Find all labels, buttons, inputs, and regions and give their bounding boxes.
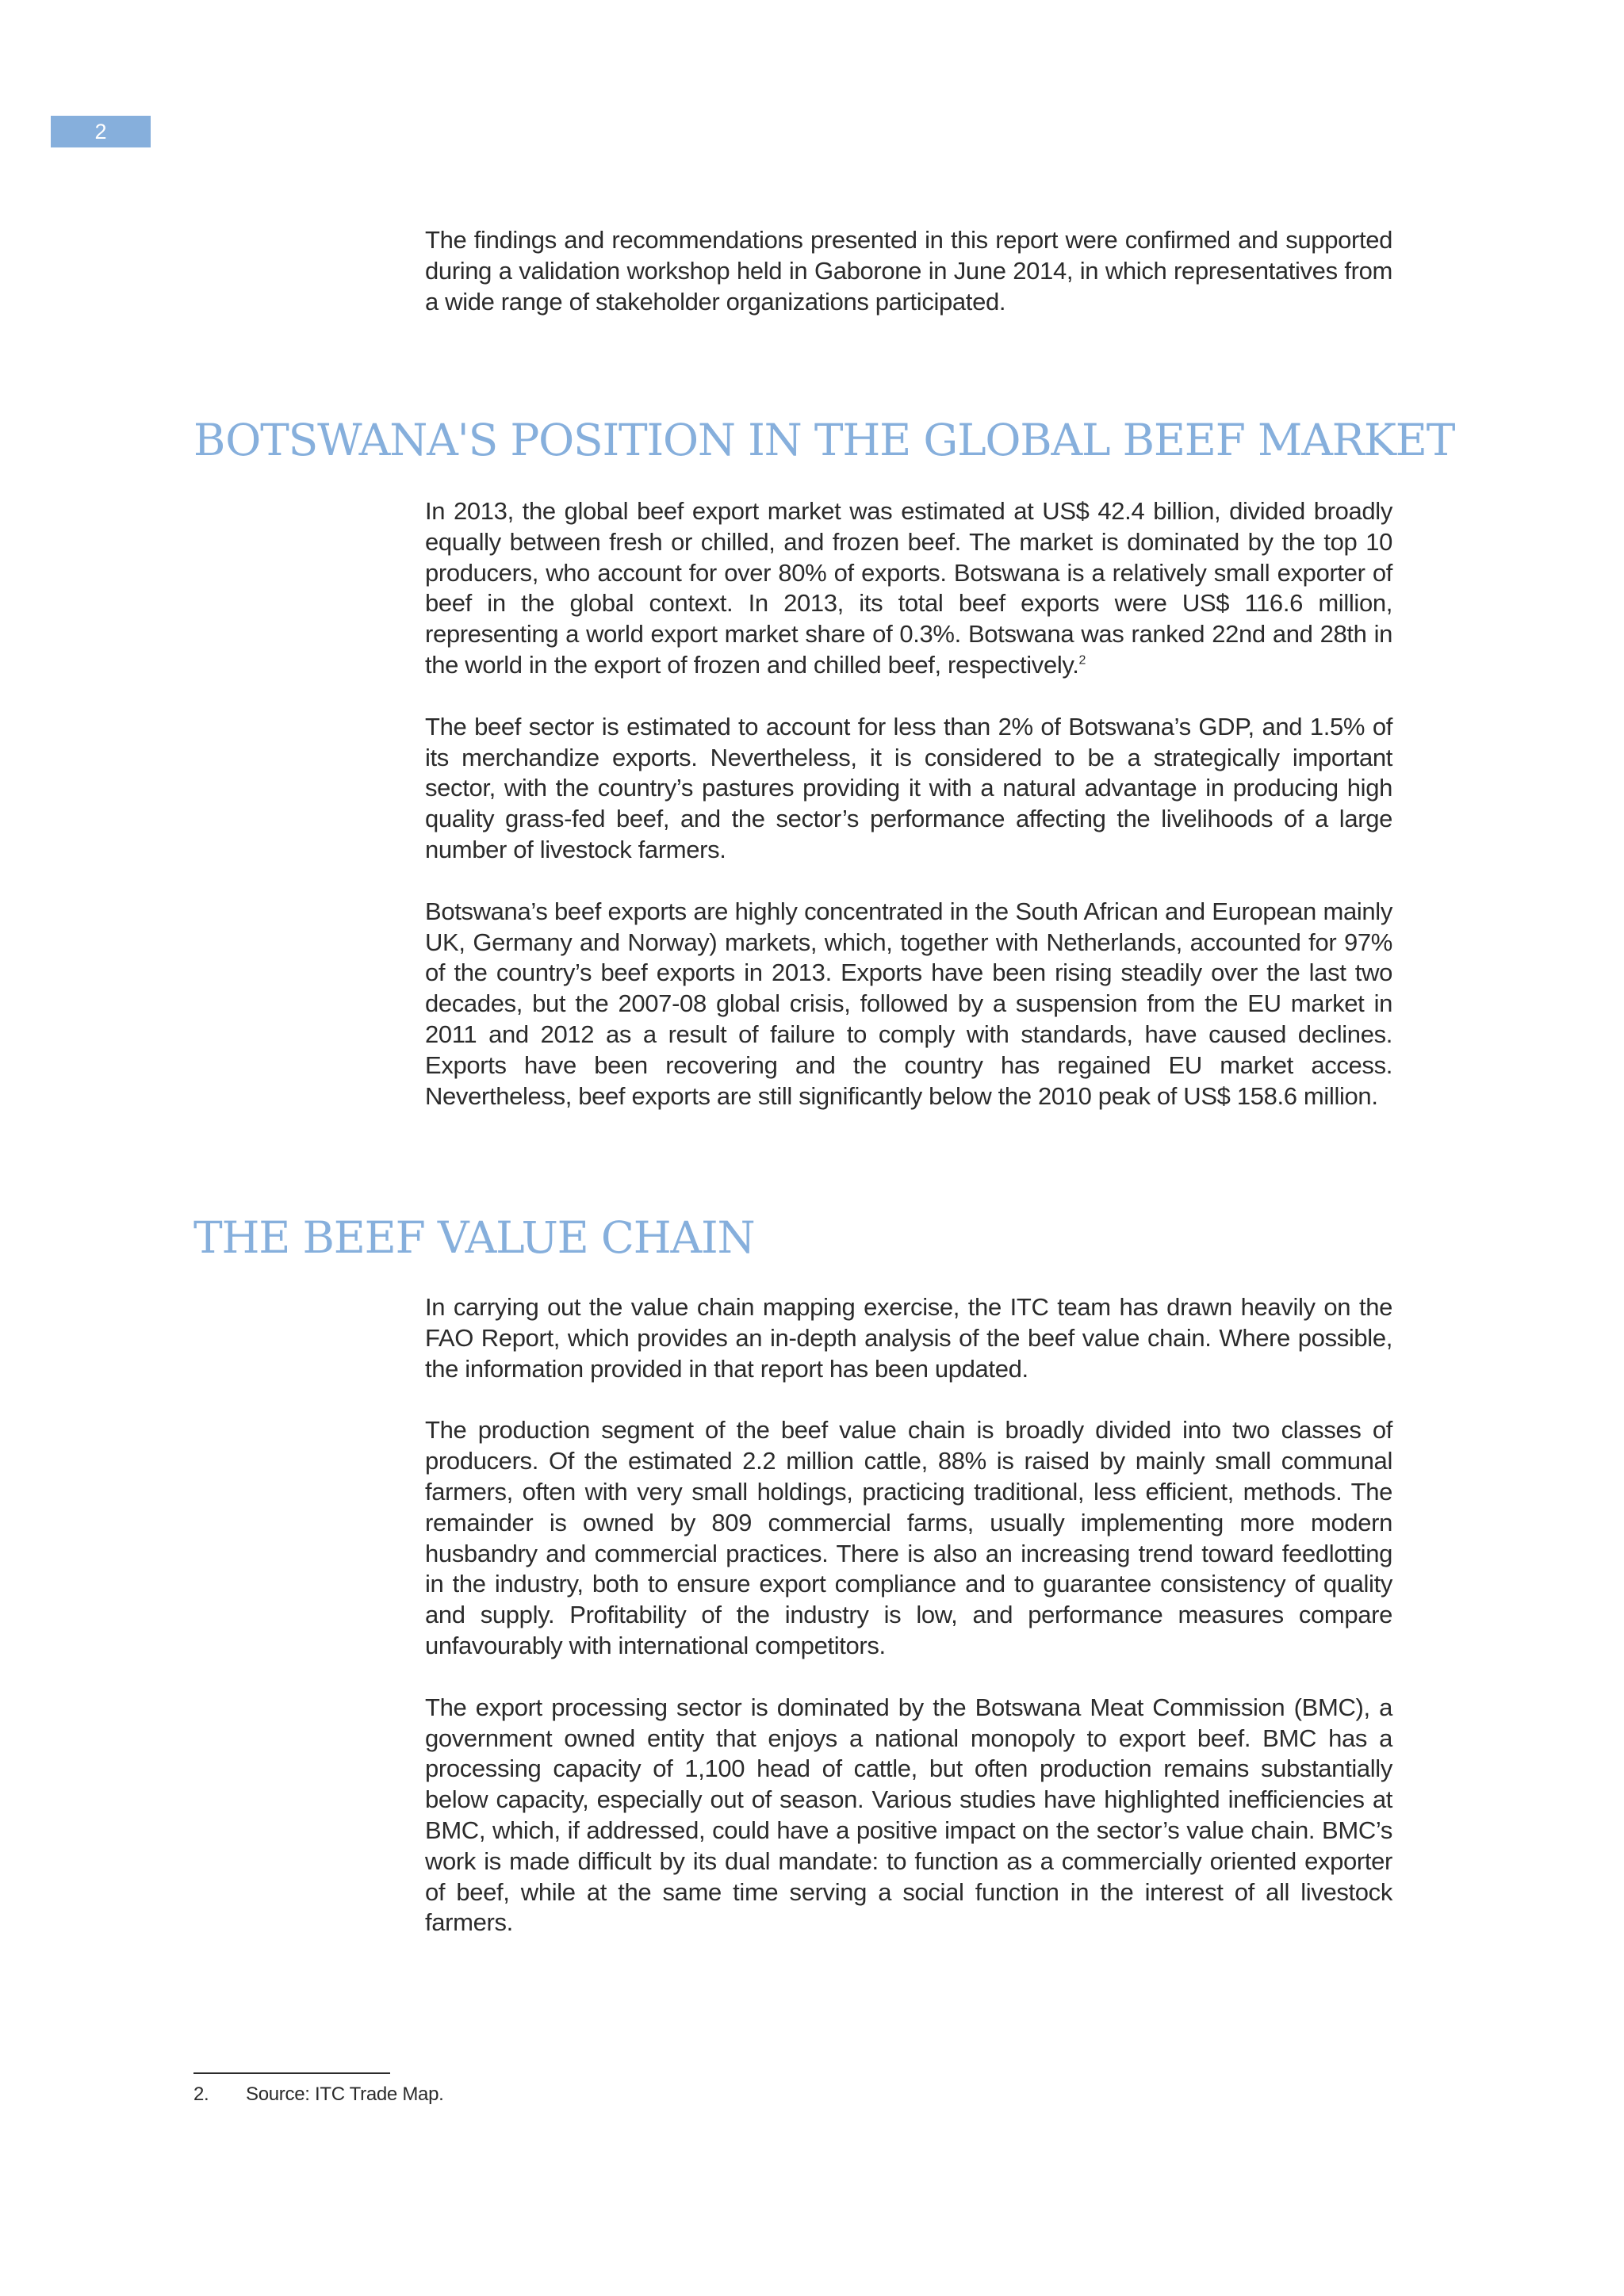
footnote-number: 2. (193, 2084, 209, 2105)
section-global-market-body (425, 496, 1392, 1112)
footnote-ref[interactable]: 2 (1078, 653, 1086, 668)
page-number: 2 (94, 120, 107, 144)
body-paragraph (425, 496, 1392, 681)
footnote-divider (193, 2072, 390, 2074)
intro-block (425, 225, 1392, 317)
paragraph-text: In 2013, the global beef export market was estimated at US$ 42.4 billion, divided broadly equally between fresh or chilled, and frozen beef. The market is dominated by the top 10 producers, who account for over 80% of exports. Botswana is a relatively small exporter of beef in the global context. In 2013, its total beef exports were US$ 116.6 million, representing a world export market share of 0.3%. Botswana was ranked 22nd and 28th in the world in the export of frozen and chilled beef, respectively. (425, 497, 1392, 679)
section-value-chain-body (425, 1292, 1392, 1938)
page-number-tab (51, 116, 151, 147)
body-paragraph: The beef sector is estimated to account for less than 2% of Botswana’s GDP, and 1.5% of its merchandize exports. Nevertheless, it is considered to be a strategically important sector, with the country’s pastures providing it with a natural advantage in producing high quality grass-fed beef, and the sector’s performance affecting the livelihoods of a large number of livestock farmers. (425, 712, 1392, 863)
footnote (193, 2083, 444, 2107)
section-heading-global-market: BOTSWANA'S POSITION IN THE GLOBAL BEEF MARKET (193, 415, 1455, 465)
body-paragraph: The production segment of the beef value chain is broadly divided into two classes of producers. Of the estimated 2.2 million cattle, 88% is raised by mainly small communal farmers, often with very small holdings, practicing traditional, less efficient, methods. The remainder is owned by 809 commercial farms, usually implementing more modern husbandry and commercial practices. There is also an increasing trend toward feedlotting in the industry, both to ensure export compliance and to guarantee consistency of quality and supply. Profitability of the industry is low, and performance measures compare unfavourably with international competitors. (425, 1416, 1392, 1659)
section-heading-value-chain: THE BEEF VALUE CHAIN (193, 1212, 755, 1263)
body-paragraph: Botswana’s beef exports are highly concentrated in the South African and European mainly UK, Germany and Norway) markets, which, together with Netherlands, accounted for 97% of the country’s beef exports in 2013. Exports have been rising steadily over the last two decades, but the 2007-08 global crisis, followed by a suspension from the EU market in 2011 and 2012 as a result of failure to comply with standards, have caused declines. Exports have been recovering and the country has regained EU market access. Nevertheless, beef exports are still significantly below the 2010 peak of US$ 158.6 million. (425, 897, 1392, 1110)
intro-paragraph: The findings and recommendations presented in this report were confirmed and supported during a validation workshop held in Gaborone in June 2014, in which representatives from a wide range of stakeholder organizations participated. (425, 226, 1392, 316)
body-paragraph: The export processing sector is dominated by the Botswana Meat Commission (BMC), a government owned entity that enjoys a national monopoly to export beef. BMC has a processing capacity of 1,100 head of cattle, but often production remains substantially below capacity, especially out of season. Various studies have highlighted inefficiencies at BMC, which, if addressed, could have a positive impact on the sector’s value chain. BMC’s work is made difficult by its dual mandate: to function as a commercially oriented exporter of beef, while at the same time serving a social function in the interest of all livestock farmers. (425, 1693, 1392, 1937)
footnote-text: Source: ITC Trade Map. (246, 2084, 444, 2105)
body-paragraph: In carrying out the value chain mapping exercise, the ITC team has drawn heavily on the FAO Report, which provides an in-depth analysis of the beef value chain. Where possible, the information provided in that report has been updated. (425, 1293, 1392, 1383)
